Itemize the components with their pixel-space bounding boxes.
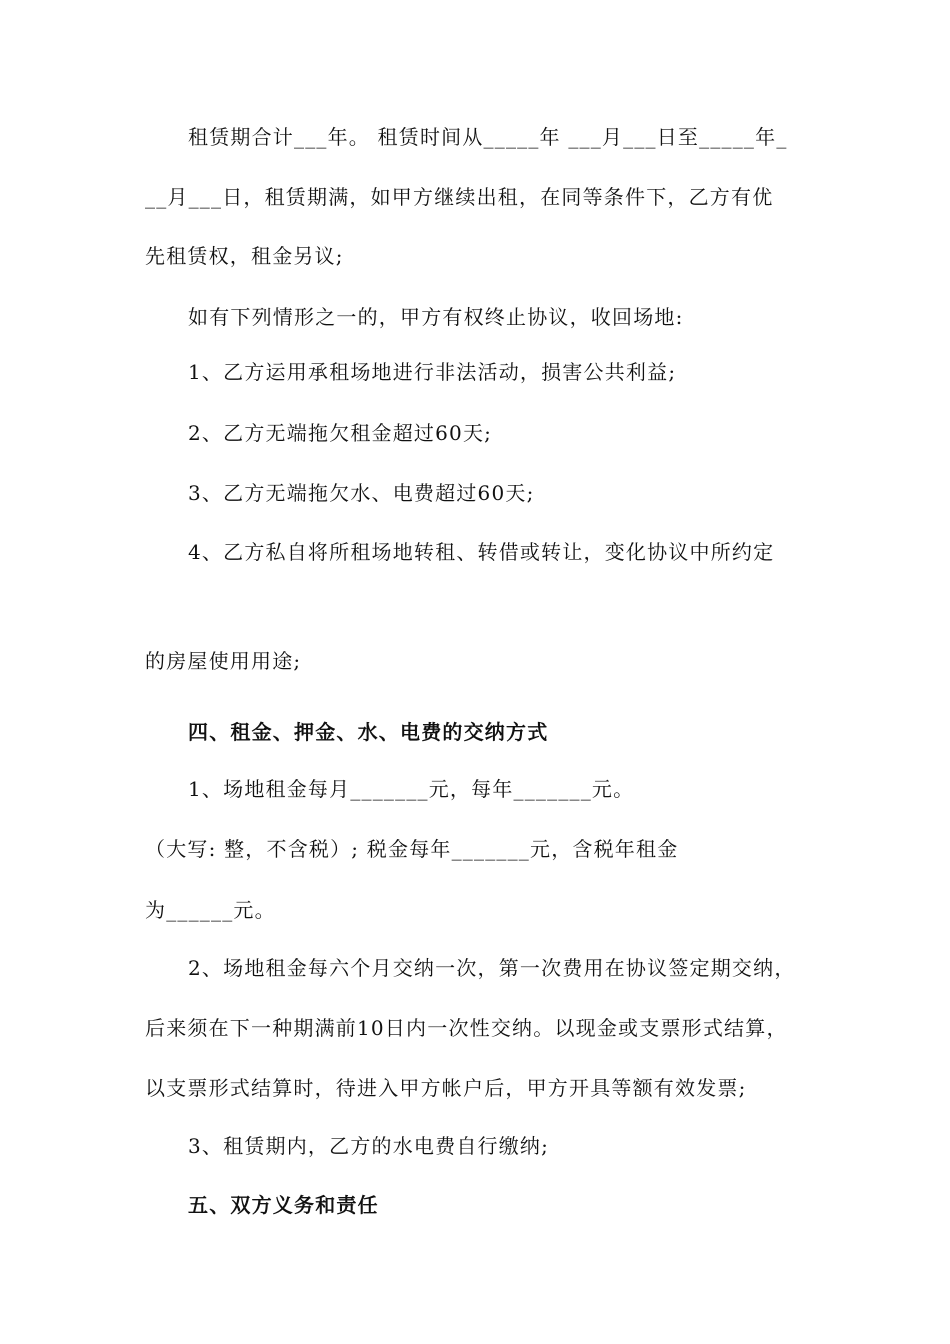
section-heading-four: 四、租金、押金、水、电费的交纳方式 bbox=[188, 720, 549, 744]
paragraph-rent-2-line-1: 2、场地租金每六个月交纳一次，第一次费用在协议签定期交纳， bbox=[188, 956, 796, 980]
section-heading-five: 五、双方义务和责任 bbox=[188, 1193, 379, 1217]
list-item-termination-4-line-2: 的房屋使用用途; bbox=[145, 649, 302, 673]
list-item-termination-3: 3、乙方无端拖欠水、电费超过60天; bbox=[188, 481, 535, 505]
paragraph-rent-1-line-1: 1、场地租金每月_______元，每年_______元。 bbox=[188, 777, 635, 801]
paragraph-lease-term-line-2: __月___日，租赁期满，如甲方继续出租，在同等条件下，乙方有优 bbox=[145, 185, 774, 209]
paragraph-rent-2-line-3: 以支票形式结算时，待进入甲方帐户后，甲方开具等额有效发票; bbox=[145, 1076, 747, 1100]
paragraph-lease-term-line-1: 租赁期合计___年。 租赁时间从_____年 ___月___日至_____年_ bbox=[188, 125, 788, 149]
list-item-termination-1: 1、乙方运用承租场地进行非法活动，损害公共利益; bbox=[188, 360, 677, 384]
paragraph-rent-3: 3、租赁期内，乙方的水电费自行缴纳; bbox=[188, 1134, 550, 1158]
paragraph-lease-term-line-3: 先租赁权，租金另议; bbox=[145, 244, 344, 268]
list-item-termination-2: 2、乙方无端拖欠租金超过60天; bbox=[188, 421, 493, 445]
paragraph-rent-2-line-2: 后来须在下一种期满前10日内一次性交纳。以现金或支票形式结算， bbox=[145, 1016, 788, 1040]
paragraph-termination-intro: 如有下列情形之一的，甲方有权终止协议，收回场地: bbox=[188, 305, 684, 329]
paragraph-rent-1-line-3: 为______元。 bbox=[145, 898, 276, 922]
list-item-termination-4-line-1: 4、乙方私自将所租场地转租、转借或转让，变化协议中所约定 bbox=[188, 540, 775, 564]
paragraph-rent-1-line-2: （大写: 整，不含税）; 税金每年_______元，含税年租金 bbox=[145, 837, 679, 861]
